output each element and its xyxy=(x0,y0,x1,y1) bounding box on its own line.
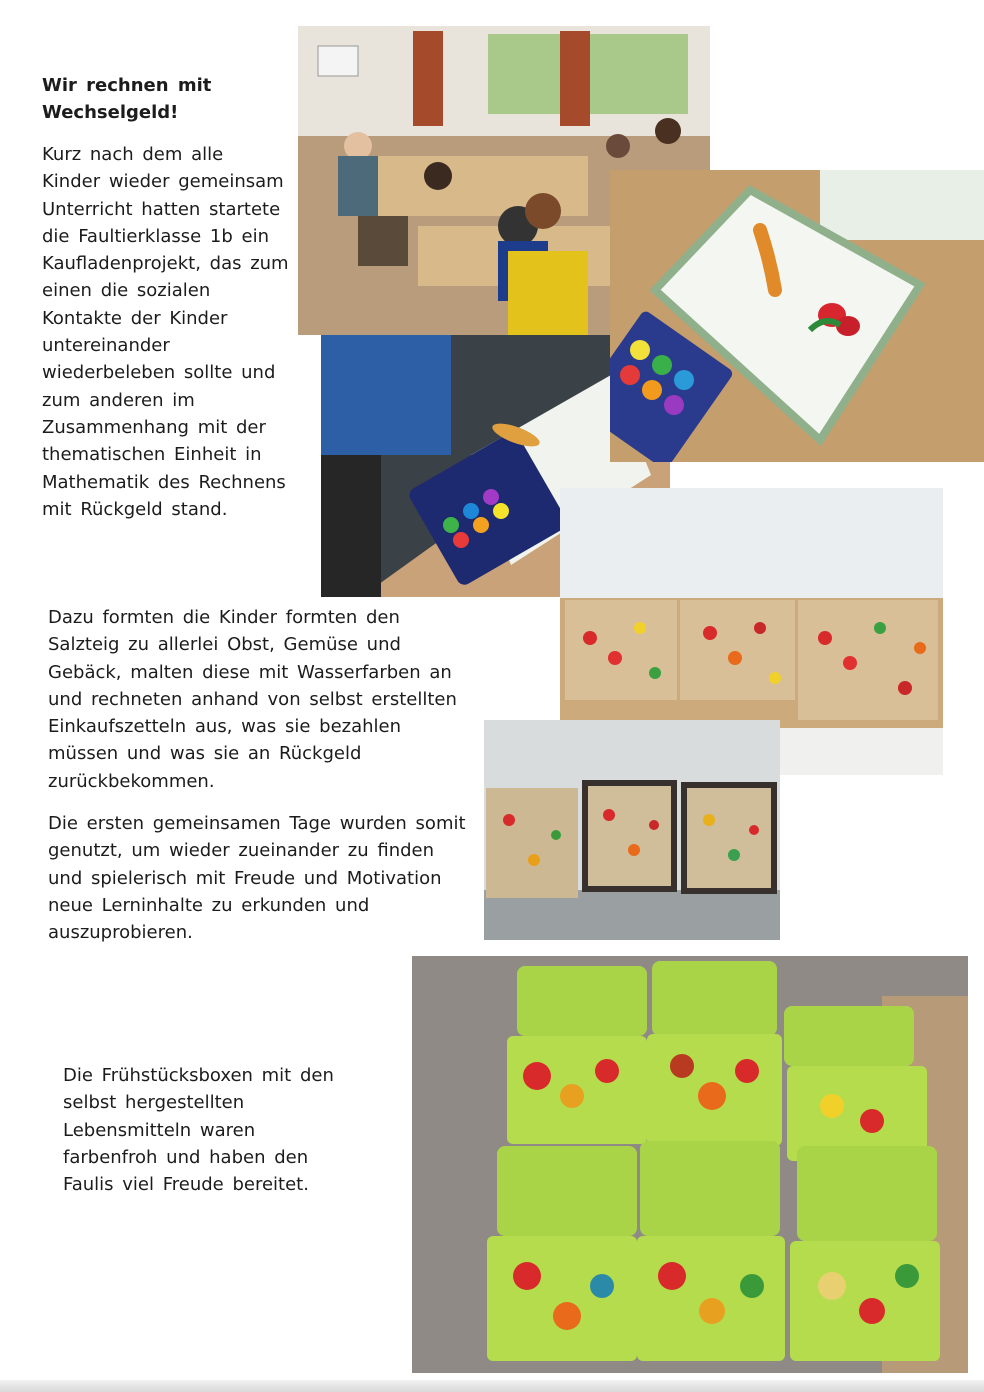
closing-paragraph xyxy=(63,1062,334,1198)
text-line: und rechneten anhand von selbst erstellten xyxy=(48,688,457,710)
text-line: Gebäck, malten diese mit Wasserfarben an xyxy=(48,661,452,683)
text-line: farbenfroh und haben den xyxy=(63,1146,309,1168)
text-line: einen die sozialen xyxy=(42,280,211,302)
text-line: Kontakte der Kinder xyxy=(42,307,228,329)
baking-trays-photo xyxy=(484,720,780,940)
article-title xyxy=(42,72,211,127)
text-line: Mathematik des Rechnens xyxy=(42,471,286,493)
text-line: Zusammenhang mit der xyxy=(42,416,266,438)
text-line: thematischen Einheit in xyxy=(42,444,262,466)
text-line: Dazu formten die Kinder formten den xyxy=(48,607,400,628)
text-line: Kaufladenprojekt, das zum xyxy=(42,253,289,275)
middle-paragraph xyxy=(48,604,457,795)
text-line: Salzteig zu allerlei Obst, Gemüse und xyxy=(48,634,401,656)
text-line: auszuprobieren. xyxy=(48,922,193,944)
text-line: mit Rückgeld stand. xyxy=(42,498,228,520)
text-line: Kurz nach dem alle xyxy=(42,144,224,165)
page-bottom-edge xyxy=(0,1380,984,1392)
text-line: Die ersten gemeinsamen Tage wurden somit xyxy=(48,813,466,834)
text-line: Lebensmitteln waren xyxy=(63,1119,256,1141)
text-line: müssen und was sie an Rückgeld xyxy=(48,743,362,765)
text-line: untereinander xyxy=(42,335,170,357)
text-line: Die Frühstücksboxen mit den xyxy=(63,1065,334,1086)
text-line: Faulis viel Freude bereitet. xyxy=(63,1174,309,1196)
second-paragraph xyxy=(48,810,466,946)
intro-paragraph xyxy=(42,141,289,523)
text-line: neue Lerninhalte zu erkunden und xyxy=(48,894,370,916)
text-line: wiederbeleben sollte und xyxy=(42,362,276,384)
text-line: selbst hergestellten xyxy=(63,1092,245,1114)
text-line: zurückbekommen. xyxy=(48,770,215,792)
lunch-boxes-photo xyxy=(412,956,968,1373)
text-line: Kinder wieder gemeinsam xyxy=(42,171,284,193)
text-line: genutzt, um wieder zueinander zu finden xyxy=(48,840,435,862)
title-line-1: Wir rechnen mit xyxy=(42,75,212,96)
text-line: die Faultierklasse 1b ein xyxy=(42,225,269,247)
text-line: und spielerisch mit Freude und Motivation xyxy=(48,867,442,889)
text-line: zum anderen im xyxy=(42,389,195,411)
salt-dough-carrot-photo xyxy=(610,170,984,462)
title-line-2: Wechselgeld! xyxy=(42,102,179,124)
text-line: Unterricht hatten startete xyxy=(42,198,281,220)
text-line: Einkaufszetteln aus, was sie bezahlen xyxy=(48,716,402,738)
